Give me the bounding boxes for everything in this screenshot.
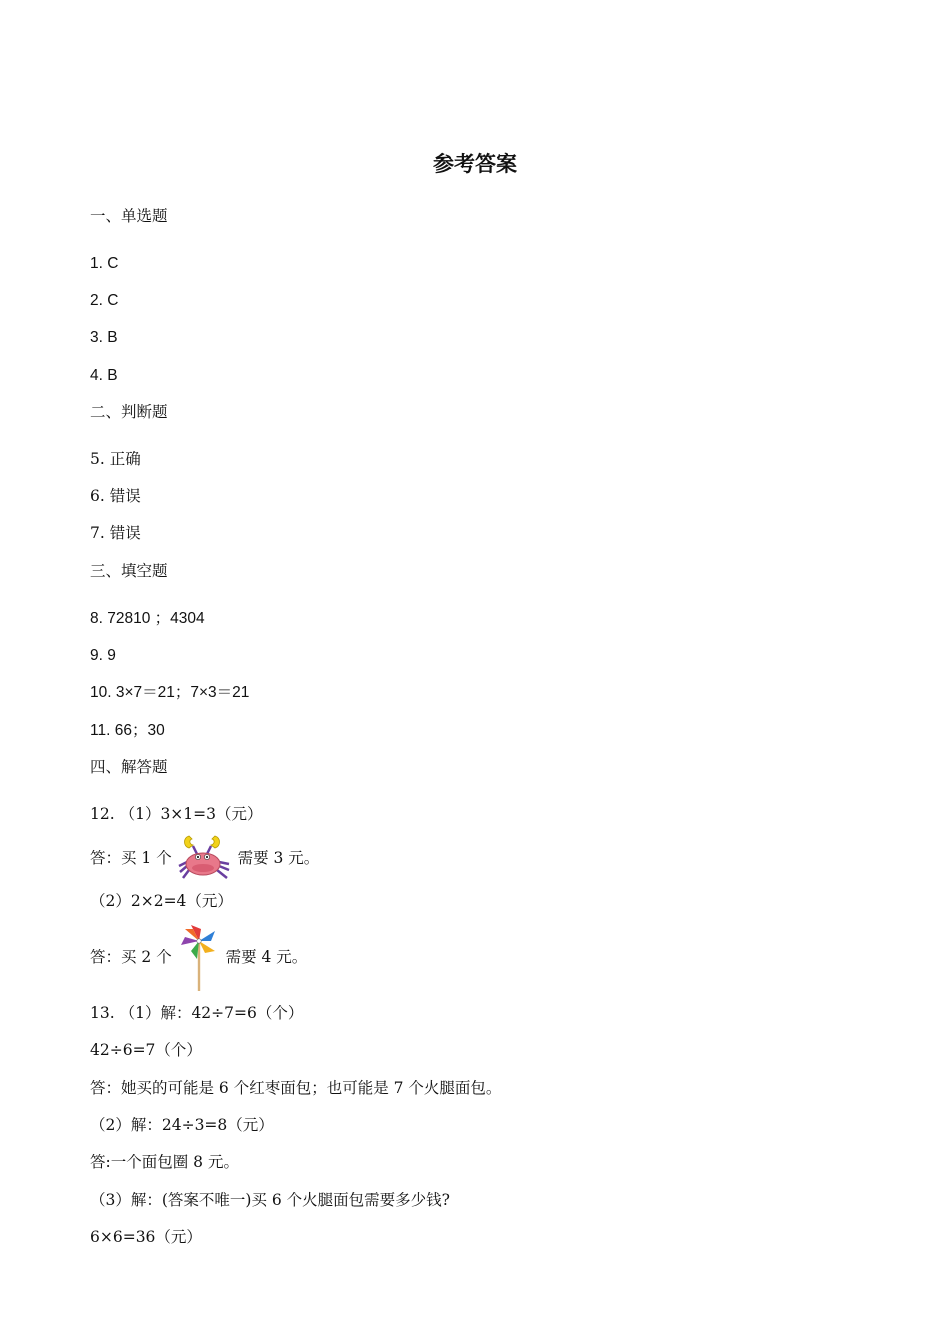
q13-line2: 42÷6=7（个） bbox=[90, 1041, 202, 1059]
answer-7: 7. 错误 bbox=[90, 524, 141, 542]
q12-answer2-post: 需要 4 元。 bbox=[225, 948, 308, 966]
answer-1: 1. C bbox=[90, 255, 119, 272]
answer-8: 8. 72810 ；4304 bbox=[90, 610, 205, 627]
q12-part2: （2）2×2=4（元） bbox=[90, 892, 233, 910]
q13-line3: 答：她买的可能是 6 个红枣面包；也可能是 7 个火腿面包。 bbox=[90, 1079, 502, 1097]
answer-5: 5. 正确 bbox=[90, 450, 141, 468]
answer-2: 2. C bbox=[90, 292, 119, 309]
q12-answer2 bbox=[90, 922, 307, 992]
q13-line7: 6×6=36（元） bbox=[90, 1228, 202, 1246]
section-heading-true-false: 二、判断题 bbox=[90, 403, 168, 421]
q12-answer2-pre: 答：买 2 个 bbox=[90, 948, 172, 966]
section-heading-fill-blank: 三、填空题 bbox=[90, 562, 168, 580]
q13-line4: （2）解：24÷3=8（元） bbox=[90, 1116, 274, 1134]
q12-answer1-pre: 答：买 1 个 bbox=[90, 849, 172, 867]
section-heading-single-choice: 一、单选题 bbox=[90, 207, 168, 225]
pinwheel-icon bbox=[177, 923, 221, 993]
answer-10: 10. 3×7＝21；7×3＝21 bbox=[90, 684, 250, 701]
q13-line6: （3）解：(答案不唯一)买 6 个火腿面包需要多少钱? bbox=[90, 1191, 450, 1209]
answer-11: 11. 66；30 bbox=[90, 722, 165, 739]
q13-line5: 答:一个面包圈 8 元。 bbox=[90, 1153, 239, 1171]
page-title: 参考答案 bbox=[433, 152, 517, 176]
answer-9: 9. 9 bbox=[90, 647, 116, 664]
q12-answer1-post: 需要 3 元。 bbox=[237, 849, 320, 867]
q13-line1: 13. （1）解：42÷7=6（个） bbox=[90, 1004, 304, 1022]
q12-answer1 bbox=[90, 830, 319, 886]
answer-4: 4. B bbox=[90, 367, 118, 384]
section-heading-solve: 四、解答题 bbox=[90, 758, 168, 776]
q12-part1: 12. （1）3×1=3（元） bbox=[90, 805, 263, 823]
crab-toy-icon bbox=[177, 832, 233, 886]
answer-3: 3. B bbox=[90, 329, 118, 346]
answer-6: 6. 错误 bbox=[90, 487, 141, 505]
